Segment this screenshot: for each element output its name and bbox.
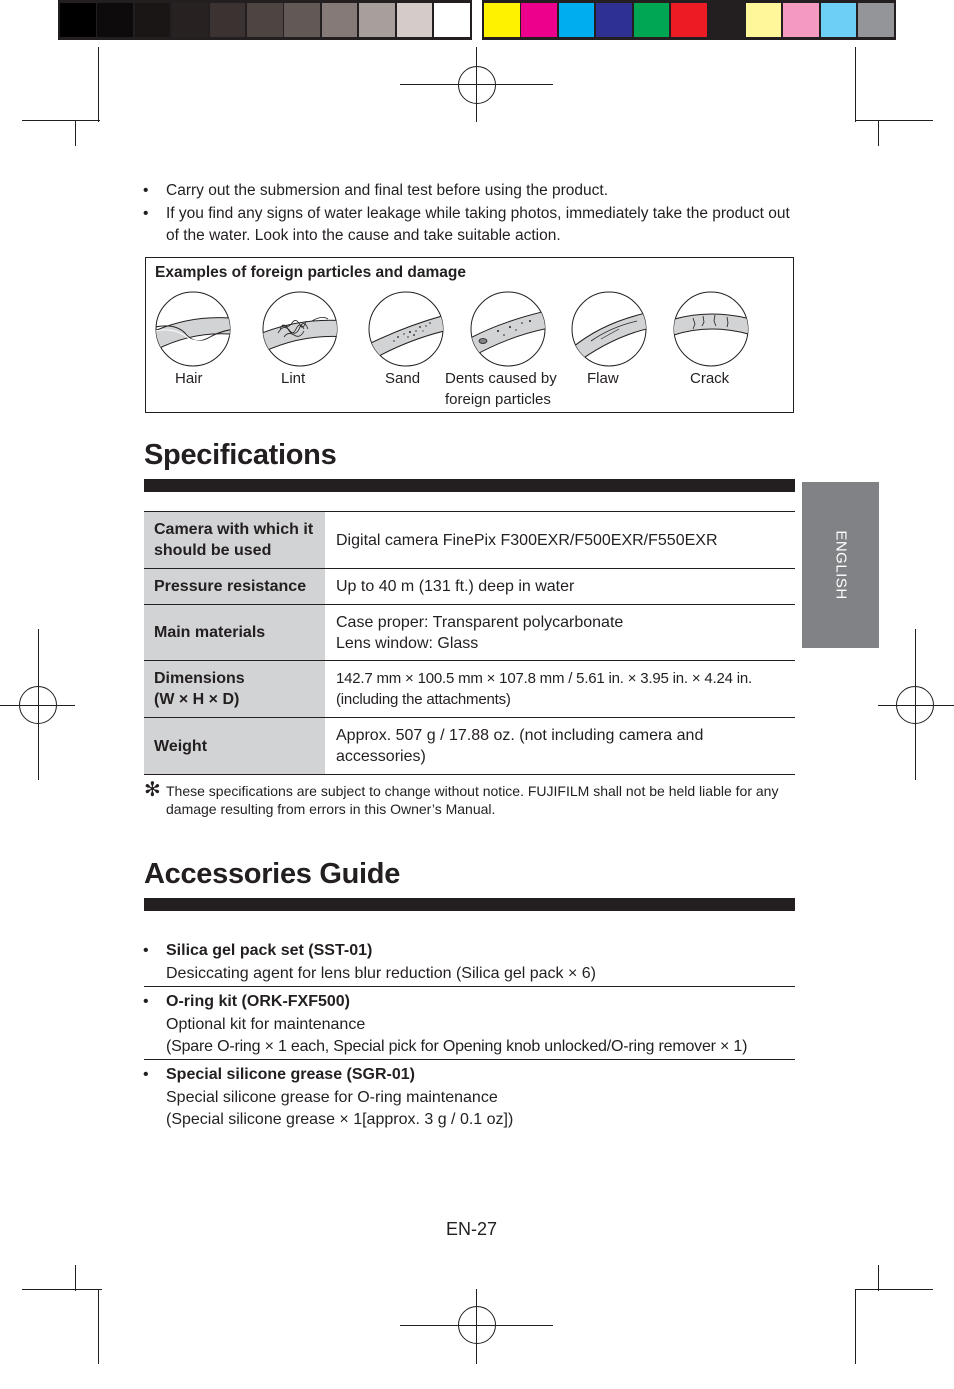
accessory-description: Special silicone grease for O-ring maintenance	[166, 1088, 498, 1106]
example-label-flaw: Flaw	[587, 370, 619, 387]
spec-value	[325, 605, 795, 661]
table-row	[144, 569, 795, 605]
example-label-dents-line2: foreign particles	[445, 391, 551, 408]
registration-mark-left	[19, 686, 57, 724]
lint-on-oring-icon	[262, 291, 338, 367]
hair-on-oring-icon	[155, 291, 231, 367]
spec-value-line2: Lens window: Glass	[336, 634, 479, 652]
color-swatch	[671, 3, 707, 37]
color-swatch	[97, 3, 133, 37]
color-swatch	[821, 3, 857, 37]
bullet: •	[143, 942, 149, 959]
bullet-text: If you find any signs of water leakage while taking photos, immediately take the product out of the water. Look into the cause and take suitable action.	[166, 204, 790, 244]
spec-key	[144, 661, 325, 718]
spec-key: Weight	[144, 718, 325, 775]
example-label-crack: Crack	[690, 370, 730, 387]
table-row	[144, 718, 795, 775]
list-item	[143, 991, 795, 1059]
examples-title: Examples of foreign particles and damage	[155, 264, 466, 281]
color-swatch	[559, 3, 595, 37]
example-label-sand: Sand	[385, 370, 421, 387]
color-swatch	[858, 3, 894, 37]
flawed-oring-icon	[571, 291, 647, 367]
bullet: •	[143, 1066, 149, 1083]
example-label-hair: Hair	[175, 370, 203, 387]
bullet-text: Carry out the submersion and final test before using the product.	[166, 182, 608, 199]
color-swatch	[596, 3, 632, 37]
color-swatch	[783, 3, 819, 37]
color-swatch	[210, 3, 246, 37]
example-label-lint: Lint	[281, 370, 306, 387]
accessory-description: Optional kit for maintenance	[166, 1015, 366, 1033]
color-swatch	[397, 3, 433, 37]
divider	[144, 1059, 795, 1060]
cracked-oring-icon	[673, 291, 749, 367]
specifications-note	[144, 779, 804, 818]
section-rule	[144, 898, 795, 911]
color-swatch	[359, 3, 395, 37]
registration-mark-right	[896, 686, 934, 724]
intro-bullets	[143, 180, 803, 248]
spec-key: Camera with which it should be used	[144, 512, 325, 569]
specifications-heading: Specifications	[144, 439, 337, 471]
spec-key: Pressure resistance	[144, 569, 325, 605]
color-swatch	[708, 3, 744, 37]
dented-oring-icon	[470, 291, 546, 367]
list-item	[143, 940, 795, 985]
specifications-table	[144, 511, 795, 775]
examples-box	[145, 257, 794, 413]
spec-value-line1: Case proper: Transparent polycarbonate	[336, 613, 624, 631]
spec-value: Approx. 507 g / 17.88 oz. (not including camera and accessories)	[325, 718, 795, 775]
page-number: EN-27	[446, 1219, 498, 1239]
accessory-description: Desiccating agent for lens blur reduction (Silica gel pack × 6)	[166, 964, 596, 982]
color-swatch	[484, 3, 520, 37]
language-tab-label: ENGLISH	[832, 530, 850, 600]
section-rule	[144, 479, 795, 492]
color-swatch	[172, 3, 208, 37]
accessories-heading: Accessories Guide	[144, 858, 401, 890]
spec-value: Digital camera FinePix F300EXR/F500EXR/F550EXR	[325, 512, 795, 569]
table-row	[144, 512, 795, 569]
registration-mark-top	[458, 66, 496, 104]
color-swatch	[521, 3, 557, 37]
color-swatch	[60, 3, 96, 37]
divider	[144, 986, 795, 987]
color-swatch	[135, 3, 171, 37]
accessory-contents: (Spare O-ring × 1 each, Special pick for Opening knob unlocked/O-ring remover × 1)	[166, 1038, 748, 1055]
color-swatch	[247, 3, 283, 37]
color-swatch	[634, 3, 670, 37]
bullet: •	[143, 182, 149, 199]
spec-value: Up to 40 m (131 ft.) deep in water	[325, 569, 795, 605]
example-label-dents	[445, 368, 557, 410]
bullet: •	[143, 993, 149, 1010]
color-swatch	[322, 3, 358, 37]
registration-mark-bottom	[458, 1306, 496, 1344]
spec-key-line2: (W × H × D)	[154, 691, 240, 708]
sand-on-oring-icon	[368, 291, 444, 367]
accessory-contents: (Special silicone grease × 1[approx. 3 g / 0.1 oz])	[166, 1111, 514, 1128]
spec-key: Main materials	[144, 605, 325, 661]
accessory-title: Silica gel pack set (SST-01)	[166, 942, 373, 959]
color-swatch	[284, 3, 320, 37]
spec-value: 142.7 mm × 100.5 mm × 107.8 mm / 5.61 in. × 3.95 in. × 4.24 in. (including the attachments)	[325, 661, 795, 718]
color-swatch	[746, 3, 782, 37]
accessory-title: Special silicone grease (SGR-01)	[166, 1066, 415, 1083]
spec-key-line1: Dimensions	[154, 670, 245, 687]
list-item	[143, 203, 803, 248]
example-label-dents-line1: Dents caused by	[445, 370, 557, 387]
note-symbol: ✻	[144, 779, 161, 801]
accessory-title: O-ring kit (ORK-FXF500)	[166, 993, 351, 1010]
table-row	[144, 605, 795, 661]
color-swatch	[434, 3, 470, 37]
list-item	[143, 1064, 795, 1132]
note-text: These specifications are subject to change without notice. FUJIFILM shall not be held liable for any damage resulting from errors in this Owner’s Manual.	[166, 783, 779, 817]
list-item	[143, 180, 803, 203]
bullet: •	[143, 204, 149, 222]
table-row	[144, 661, 795, 718]
